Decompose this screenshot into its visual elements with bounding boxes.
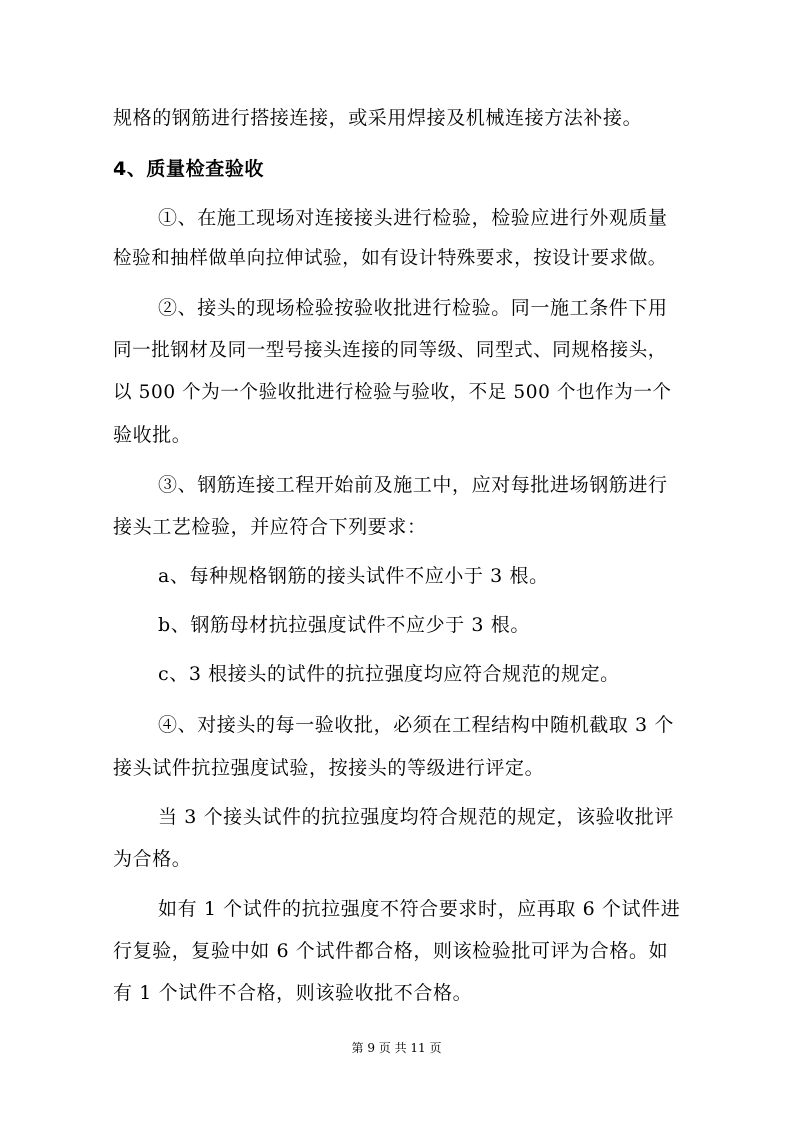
paragraph-line: 为合格。 (113, 848, 192, 870)
paragraph-line: 同一批钢材及同一型号接头连接的同等级、同型式、同规格接头， (113, 340, 667, 361)
list-item: c、3 根接头的试件的抗拉强度均应符合规范的规定。 (158, 663, 620, 685)
paragraph-line: ④、对接头的每一验收批，必须在工程结构中随机截取 3 个 (158, 714, 674, 736)
section-heading: 4、质量检查验收 (113, 158, 265, 180)
paragraph-line: ③、钢筋连接工程开始前及施工中，应对每批进场钢筋进行 (158, 474, 668, 496)
paragraph-line: 以 500 个为一个验收批进行检验与验收，不足 500 个也作为一个 (113, 382, 672, 403)
list-item: b、钢筋母材抗拉强度试件不应少于 3 根。 (158, 614, 530, 636)
paragraph-line: 有 1 个试件不合格，则该验收批不合格。 (113, 982, 473, 1004)
paragraph-line: 如有 1 个试件的抗拉强度不符合要求时，应再取 6 个试件进 (158, 898, 681, 920)
paragraph-line: 接头工艺检验，并应符合下列要求： (113, 516, 427, 538)
list-item: a、每种规格钢筋的接头试件不应小于 3 根。 (158, 565, 549, 587)
paragraph-line: 行复验，复验中如 6 个试件都合格，则该检验批可评为合格。如 (113, 940, 669, 962)
paragraph-line: 验收批。 (113, 424, 192, 446)
paragraph-line: ①、在施工现场对连接接头进行检验，检验应进行外观质量 (158, 207, 668, 229)
page-number-footer: 第 9 页 共 11 页 (351, 1041, 442, 1055)
paragraph-line: 接头试件抗拉强度试验，按接头的等级进行评定。 (113, 757, 545, 779)
paragraph-line: 检验和抽样做单向拉伸试验，如有设计特殊要求，按设计要求做。 (113, 248, 667, 269)
paragraph-line: 当 3 个接头试件的抗拉强度均符合规范的规定，该验收批评 (158, 806, 674, 828)
paragraph-line: 规格的钢筋进行搭接连接，或采用焊接及机械连接方法补接。 (113, 107, 643, 129)
paragraph-line: ②、接头的现场检验按验收批进行检验。同一施工条件下用 (158, 297, 668, 319)
